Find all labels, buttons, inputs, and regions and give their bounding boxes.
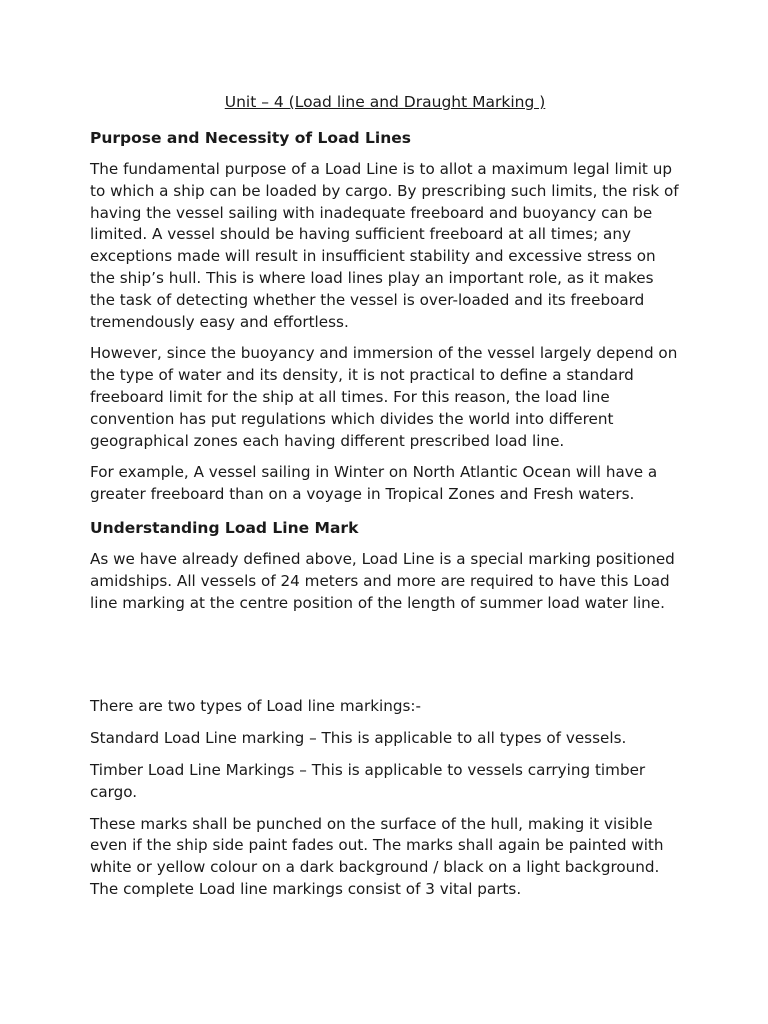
- paragraph-timber-marking: Timber Load Line Markings – This is applicable to vessels carrying timber cargo.: [90, 760, 646, 801]
- paragraph-example: For example, A vessel sailing in Winter on North Atlantic Ocean will have a greater freeboard than on a voyage in Tropical Zones and Fresh waters.: [90, 463, 658, 504]
- paragraph-types-intro: There are two types of Load line markings:-: [90, 697, 421, 716]
- section-heading-understanding: Understanding Load Line Mark: [90, 518, 359, 537]
- section-heading-purpose: Purpose and Necessity of Load Lines: [90, 129, 411, 147]
- paragraph-load-line-mark: As we have already defined above, Load Line is a special marking positioned amidships. All vessels of 24 meters and more are required to have this Load line marking at the centre position of the length of summer load water line.: [90, 549, 675, 612]
- document-page: [90, 90, 680, 911]
- document-title: Unit – 4 (Load line and Draught Marking ): [224, 93, 546, 111]
- paragraph-standard-marking: Standard Load Line marking – This is applicable to all types of vessels.: [90, 729, 627, 748]
- paragraph-buoyancy: However, since the buoyancy and immersion of the vessel largely depend on the type of water and its density, it is not practical to define a standard freeboard limit for the ship at all times. For this reason, the load line convention has put regulations which divides the world into different geographical zones each having different prescribed load line.: [90, 344, 678, 450]
- paragraph-purpose: The fundamental purpose of a Load Line is to allot a maximum legal limit up to which a ship can be loaded by cargo. By prescribing such limits, the risk of having the vessel sailing with inadequate freeboard and buoyancy can be limited. A vessel should be having sufficient freeboard at all times; any exceptions made will result in insufficient stability and excessive stress on the ship’s hull. This is where load lines play an important role, as it makes the task of detecting whether the vessel is over-loaded and its freeboard tremendously easy and effortless.: [90, 160, 679, 331]
- figure-placeholder: [90, 624, 680, 696]
- paragraph-marks-punched: These marks shall be punched on the surface of the hull, making it visible even if the ship side paint fades out. The marks shall again be painted with white or yellow colour on a dark background / black on a light background. The complete Load line markings consist of 3 vital parts.: [90, 814, 664, 898]
